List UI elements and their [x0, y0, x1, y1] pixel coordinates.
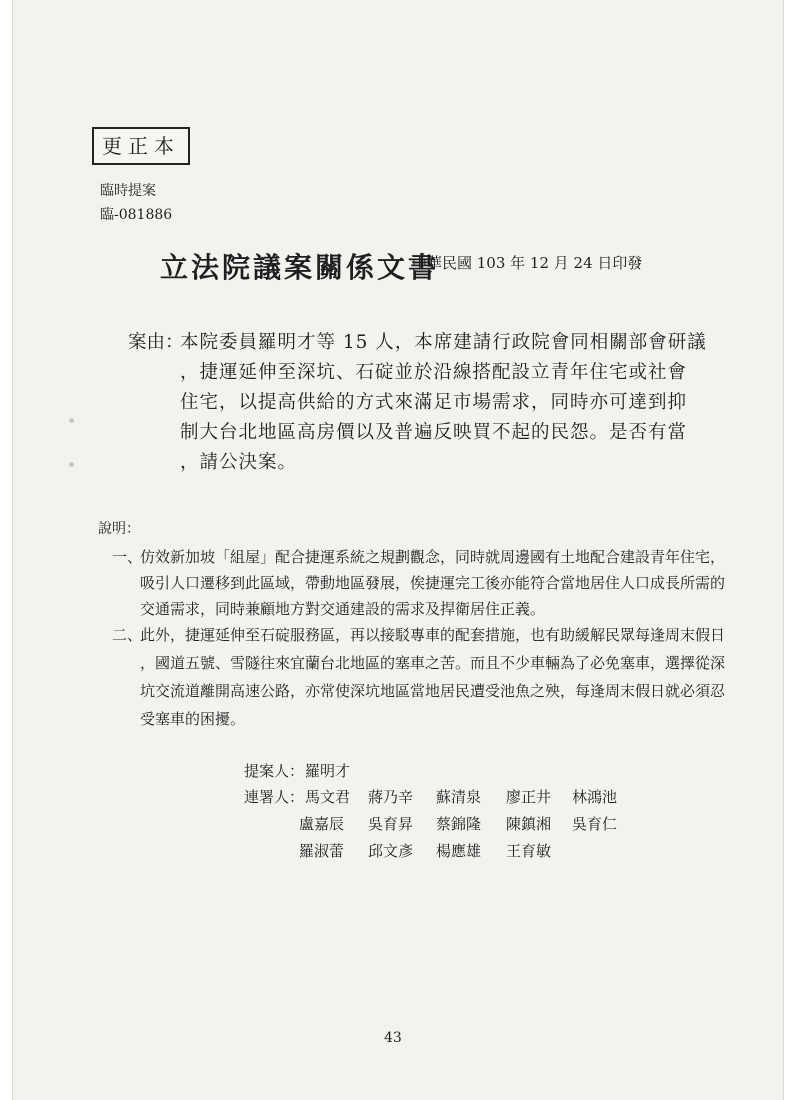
explanation-heading: 說明：	[98, 521, 140, 537]
proposer-label: 提案人：	[244, 762, 305, 780]
document-title: 立法院議案關係文書	[160, 251, 440, 284]
cosigner-name: 廖正井	[506, 788, 552, 806]
case-line: ，捷運延伸至深坑、石碇並於沿線搭配設立青年住宅或社會	[180, 362, 688, 383]
item-line: 此外，捷運延伸至石碇服務區，再以接駁專車的配套措施，也有助緩解民眾每逢周末假日	[140, 626, 726, 644]
corrected-version-stamp: 更正本	[92, 127, 190, 165]
cosigner-name: 吳育昇	[368, 815, 414, 833]
item-number: 一、	[112, 548, 143, 566]
item-line: ，國道五號、雪隧往來宜蘭台北地區的塞車之苦。而且不少車輛為了必免塞車，選擇從深	[140, 654, 726, 672]
item-line: 吸引人口遷移到此區域，帶動地區發展，俟捷運完工後亦能符合當地居住人口成長所需的	[140, 574, 726, 592]
punch-hole-mark	[69, 418, 74, 423]
item-number: 二、	[112, 626, 143, 644]
cosigner-name: 羅淑蕾	[299, 842, 345, 860]
page-number: 43	[384, 1030, 402, 1046]
cosigner-name: 林鴻池	[572, 788, 618, 806]
proposer-name: 羅明才	[305, 762, 351, 780]
cosigner-name: 蔡錦隆	[436, 815, 482, 833]
item-line: 仿效新加坡「組屋」配合捷運系統之規劃觀念，同時就周邊國有土地配合建設青年住宅，	[140, 548, 726, 566]
cosigner-name: 陳鎮湘	[506, 815, 552, 833]
cosigner-name: 王育敏	[506, 842, 552, 860]
case-line: 制大台北地區高房價以及普遍反映買不起的民怨。是否有當	[180, 422, 688, 443]
item-line: 受塞車的困擾。	[140, 710, 246, 728]
cosigner-name: 馬文君	[305, 788, 351, 806]
punch-hole-mark	[69, 462, 74, 467]
print-date: 中華民國 103 年 12 月 24 日印發	[412, 254, 643, 272]
cosigner-name: 蘇清泉	[436, 788, 482, 806]
proposal-number: 臨-081886	[100, 207, 173, 223]
cosigner-name: 蔣乃辛	[368, 788, 414, 806]
cosigner-name: 邱文彥	[368, 842, 414, 860]
item-line: 坑交流道離開高速公路，亦常使深坑地區當地居民遭受池魚之殃，每逢周末假日就必須忍	[140, 682, 726, 700]
cosigner-name: 吳育仁	[572, 815, 618, 833]
cosigner-label: 連署人：	[244, 788, 305, 806]
item-line: 交通需求，同時兼顧地方對交通建設的需求及捍衛居住正義。	[140, 600, 546, 618]
case-line: 本院委員羅明才等 15 人，本席建請行政院會同相關部會研議	[180, 332, 707, 353]
case-line: 住宅，以提高供給的方式來滿足市場需求，同時亦可達到抑	[180, 392, 688, 413]
proposal-type: 臨時提案	[100, 183, 156, 199]
case-label: 案由：	[128, 332, 184, 353]
cosigner-name: 盧嘉辰	[299, 815, 345, 833]
case-line: ，請公決案。	[180, 452, 298, 473]
cosigner-name: 楊應雄	[436, 842, 482, 860]
